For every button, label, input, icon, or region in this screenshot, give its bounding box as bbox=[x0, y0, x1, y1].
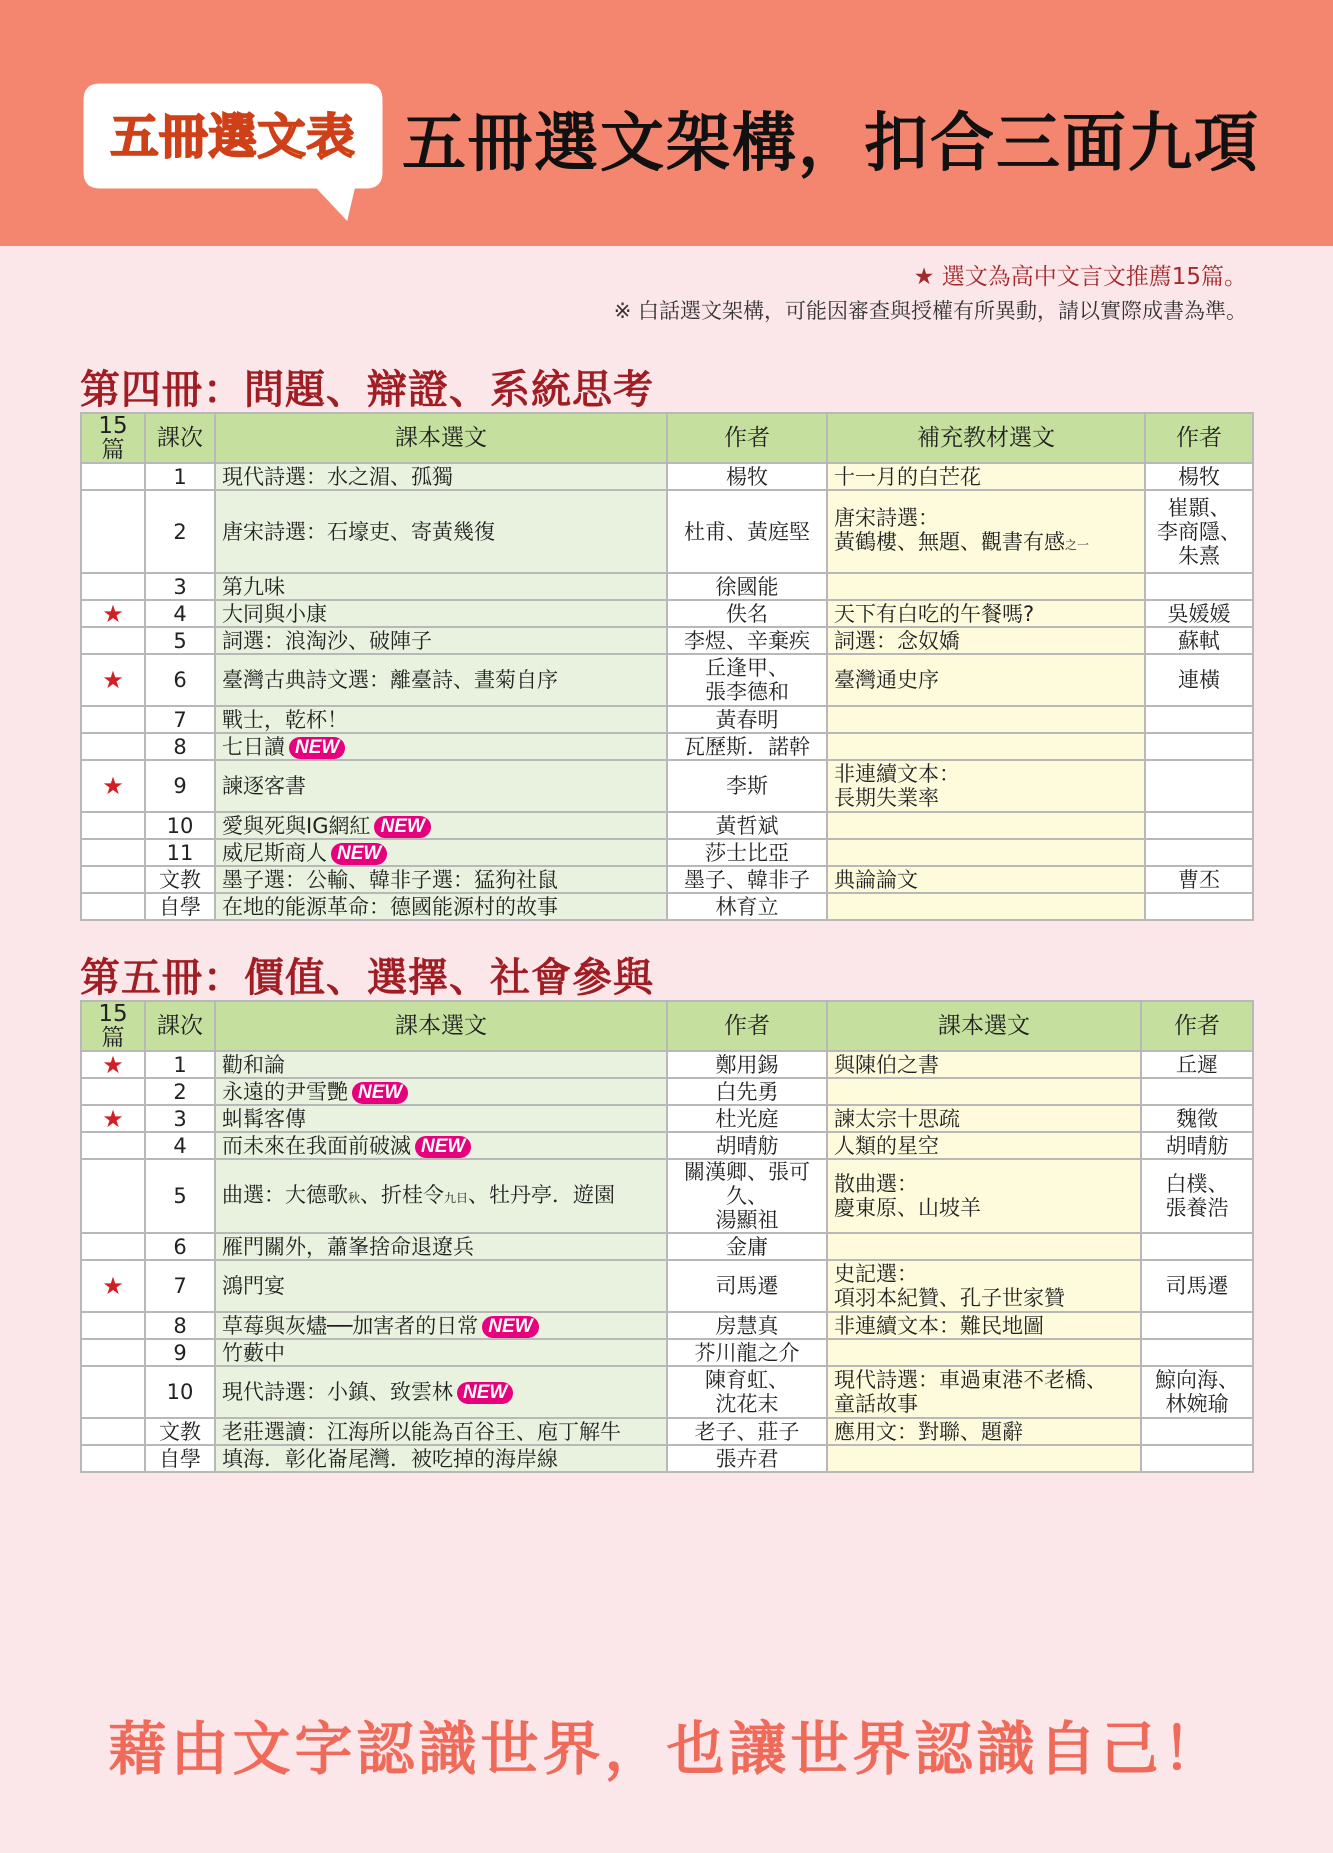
page-title: 五冊選文架構，扣合三面九項 bbox=[402, 107, 1260, 181]
lesson-number: 8 bbox=[145, 733, 215, 760]
star-marker bbox=[81, 1233, 145, 1260]
table-row bbox=[81, 733, 1253, 760]
lesson-number: 3 bbox=[145, 1105, 215, 1132]
lesson-text: 草莓與灰燼──加害者的日常 bbox=[222, 1313, 479, 1338]
supplement-author bbox=[1141, 1445, 1253, 1472]
lesson-text: 永遠的尹雪艷 bbox=[222, 1079, 348, 1104]
star-marker bbox=[81, 812, 145, 839]
lesson-number: 10 bbox=[145, 812, 215, 839]
new-badge: NEW bbox=[415, 1136, 471, 1158]
lesson-number: 2 bbox=[145, 490, 215, 573]
lesson-text-cell bbox=[215, 866, 667, 893]
supplement-text-cell bbox=[827, 839, 1145, 866]
lesson-number: 4 bbox=[145, 1132, 215, 1159]
star-marker bbox=[81, 706, 145, 733]
table-row bbox=[81, 1366, 1253, 1418]
star-marker bbox=[81, 627, 145, 654]
table-row bbox=[81, 893, 1253, 920]
star-marker bbox=[81, 839, 145, 866]
star-marker: ★ bbox=[81, 760, 145, 812]
table-row bbox=[81, 1051, 1253, 1078]
lesson-author: 陳育虹、 沈花末 bbox=[667, 1366, 827, 1418]
lesson-text-cell bbox=[215, 1418, 667, 1445]
lesson-author: 房慧真 bbox=[667, 1312, 827, 1339]
lesson-text: 愛與死與IG網紅 bbox=[222, 813, 371, 838]
lesson-text-cell bbox=[215, 1078, 667, 1105]
book5-title: 第五冊：價值、選擇、社會參與 bbox=[80, 954, 654, 1001]
lesson-text-cell bbox=[215, 600, 667, 627]
supplement-author: 楊牧 bbox=[1145, 463, 1253, 490]
lesson-number: 4 bbox=[145, 600, 215, 627]
star-marker bbox=[81, 1339, 145, 1366]
speech-bubble bbox=[78, 78, 388, 228]
lesson-author: 杜光庭 bbox=[667, 1105, 827, 1132]
supplement-text-cell bbox=[827, 1078, 1141, 1105]
lesson-author: 黃春明 bbox=[667, 706, 827, 733]
new-badge: NEW bbox=[289, 737, 345, 759]
lesson-text: 七日讀 bbox=[222, 734, 285, 759]
supplement-text-cell bbox=[827, 1312, 1141, 1339]
table-row bbox=[81, 1312, 1253, 1339]
table-row bbox=[81, 490, 1253, 573]
lesson-author: 芥川龍之介 bbox=[667, 1339, 827, 1366]
supplement-text: 應用文：對聯、題辭 bbox=[834, 1419, 1023, 1444]
star-marker bbox=[81, 733, 145, 760]
supplement-author bbox=[1141, 1339, 1253, 1366]
star-marker bbox=[81, 1366, 145, 1418]
supplement-text: 非連續文本： 長期失業率 bbox=[834, 762, 960, 810]
supplement-author: 連橫 bbox=[1145, 654, 1253, 706]
supplement-text: 散曲選： 慶東原、山坡羊 bbox=[834, 1172, 981, 1220]
header-banner bbox=[0, 0, 1333, 246]
lesson-number: 文教 bbox=[145, 866, 215, 893]
slogan: 藉由文字認識世界，也讓世界認識自己！ bbox=[108, 1715, 1225, 1783]
table-row bbox=[81, 839, 1253, 866]
lesson-text: 戰士，乾杯！ bbox=[222, 707, 348, 732]
lesson-text: 詞選：浪淘沙、破陣子 bbox=[222, 628, 432, 653]
star-marker bbox=[81, 866, 145, 893]
star-marker bbox=[81, 1132, 145, 1159]
column-header: 作者 bbox=[667, 1001, 827, 1051]
lesson-author: 林育立 bbox=[667, 893, 827, 920]
lesson-number: 9 bbox=[145, 1339, 215, 1366]
table-row bbox=[81, 573, 1253, 600]
lesson-text-part: 、折桂令 bbox=[360, 1182, 445, 1207]
lesson-number: 5 bbox=[145, 1159, 215, 1233]
star-icon: ★ bbox=[913, 264, 935, 290]
supplement-text-cell bbox=[827, 1051, 1141, 1078]
lesson-author: 佚名 bbox=[667, 600, 827, 627]
note-star-line bbox=[614, 260, 1247, 294]
book4-table bbox=[80, 412, 1254, 921]
lesson-text-cell bbox=[215, 1260, 667, 1312]
supplement-text-cell bbox=[827, 1260, 1141, 1312]
lesson-text: 第九味 bbox=[222, 574, 285, 599]
lesson-text: 現代詩選：小鎮、致雲林 bbox=[222, 1380, 453, 1404]
lesson-text-cell bbox=[215, 490, 667, 573]
lesson-text: 而未來在我面前破滅 bbox=[222, 1133, 411, 1158]
supplement-author bbox=[1145, 573, 1253, 600]
lesson-author: 莎士比亞 bbox=[667, 839, 827, 866]
lesson-author: 司馬遷 bbox=[667, 1260, 827, 1312]
supplement-author: 胡晴舫 bbox=[1141, 1132, 1253, 1159]
supplement-text-cell bbox=[827, 1159, 1141, 1233]
supplement-author: 司馬遷 bbox=[1141, 1260, 1253, 1312]
lesson-text-sub: 九日 bbox=[444, 1190, 469, 1205]
supplement-text: 諫太宗十思疏 bbox=[834, 1106, 960, 1131]
supplement-author bbox=[1141, 1312, 1253, 1339]
lesson-text: 鴻門宴 bbox=[222, 1274, 285, 1298]
lesson-text: 墨子選：公輸、韓非子選：猛狗社鼠 bbox=[222, 867, 558, 892]
supplement-author bbox=[1145, 733, 1253, 760]
supplement-text-cell bbox=[827, 1233, 1141, 1260]
lesson-text: 勸和論 bbox=[222, 1052, 285, 1077]
star-marker bbox=[81, 1312, 145, 1339]
table-row bbox=[81, 463, 1253, 490]
lesson-text-cell bbox=[215, 1312, 667, 1339]
lesson-author: 李煜、辛棄疾 bbox=[667, 627, 827, 654]
supplement-author bbox=[1141, 1078, 1253, 1105]
lesson-text: 大同與小康 bbox=[222, 601, 327, 626]
supplement-text-cell bbox=[827, 600, 1145, 627]
lesson-text-cell bbox=[215, 1339, 667, 1366]
supplement-author: 蘇軾 bbox=[1145, 627, 1253, 654]
supplement-author: 丘遲 bbox=[1141, 1051, 1253, 1078]
supplement-text-cell bbox=[827, 1366, 1141, 1418]
lesson-text-cell bbox=[215, 706, 667, 733]
star-marker: ★ bbox=[81, 1260, 145, 1312]
supplement-text: 唐宋詩選： 黃鶴樓、無題、觀書有感 bbox=[834, 506, 1065, 554]
supplement-text-cell bbox=[827, 1418, 1141, 1445]
supplement-author bbox=[1141, 1418, 1253, 1445]
lesson-author: 楊牧 bbox=[667, 463, 827, 490]
table-row bbox=[81, 1132, 1253, 1159]
lesson-text: 唐宋詩選：石壕吏、寄黃幾復 bbox=[222, 519, 495, 544]
table-header-row bbox=[81, 1001, 1253, 1051]
table-row bbox=[81, 1159, 1253, 1233]
column-header: 課次 bbox=[145, 1001, 215, 1051]
table-row bbox=[81, 1339, 1253, 1366]
lesson-text-cell bbox=[215, 760, 667, 812]
supplement-text-cell bbox=[827, 490, 1145, 573]
lesson-text: 威尼斯商人 bbox=[222, 840, 327, 865]
lesson-author: 瓦歷斯．諾幹 bbox=[667, 733, 827, 760]
table-row bbox=[81, 1260, 1253, 1312]
supplement-author: 崔顥、 李商隱、 朱熹 bbox=[1145, 490, 1253, 573]
lesson-text: 填海．彰化崙尾灣．被吃掉的海岸線 bbox=[222, 1446, 558, 1471]
supplement-author bbox=[1145, 760, 1253, 812]
table-row bbox=[81, 654, 1253, 706]
supplement-text-cell bbox=[827, 812, 1145, 839]
lesson-number: 8 bbox=[145, 1312, 215, 1339]
supplement-text-cell bbox=[827, 706, 1145, 733]
table-row bbox=[81, 1233, 1253, 1260]
column-header: 作者 bbox=[1145, 413, 1253, 463]
table-row bbox=[81, 627, 1253, 654]
star-marker bbox=[81, 573, 145, 600]
supplement-text: 現代詩選：車過東港不老橋、 童話故事 bbox=[834, 1368, 1107, 1416]
star-marker bbox=[81, 1078, 145, 1105]
lesson-text-part: 、牡丹亭．遊園 bbox=[468, 1182, 616, 1207]
book5-table bbox=[80, 1000, 1254, 1473]
table-row bbox=[81, 866, 1253, 893]
star-marker: ★ bbox=[81, 654, 145, 706]
note-star-text: 選文為高中文言文推薦15篇。 bbox=[941, 264, 1247, 290]
lesson-text-cell bbox=[215, 1132, 667, 1159]
supplement-text: 十一月的白芒花 bbox=[834, 464, 981, 489]
new-badge: NEW bbox=[457, 1382, 513, 1404]
supplement-author bbox=[1145, 812, 1253, 839]
supplement-author: 魏徵 bbox=[1141, 1105, 1253, 1132]
supplement-author bbox=[1141, 1233, 1253, 1260]
new-badge: NEW bbox=[374, 816, 430, 838]
lesson-number: 自學 bbox=[145, 893, 215, 920]
supplement-author: 鯨向海、 林婉瑜 bbox=[1141, 1366, 1253, 1418]
supplement-text: 人類的星空 bbox=[834, 1133, 939, 1158]
lesson-text: 虯髯客傳 bbox=[222, 1106, 306, 1131]
lesson-number: 1 bbox=[145, 1051, 215, 1078]
lesson-text: 現代詩選：水之湄、孤獨 bbox=[222, 464, 453, 489]
lesson-author: 金庸 bbox=[667, 1233, 827, 1260]
lesson-author: 徐國能 bbox=[667, 573, 827, 600]
supplement-author: 白樸、 張養浩 bbox=[1141, 1159, 1253, 1233]
star-marker bbox=[81, 463, 145, 490]
lesson-author: 鄭用錫 bbox=[667, 1051, 827, 1078]
supplement-text-sub: 之一 bbox=[1065, 538, 1090, 552]
column-header: 作者 bbox=[667, 413, 827, 463]
lesson-text: 雁門關外，蕭峯捨命退遼兵 bbox=[222, 1234, 474, 1259]
supplement-text-cell bbox=[827, 654, 1145, 706]
supplement-text: 臺灣通史序 bbox=[834, 668, 939, 692]
lesson-number: 6 bbox=[145, 654, 215, 706]
column-header: 15篇 bbox=[81, 413, 145, 463]
supplement-author: 吳媛媛 bbox=[1145, 600, 1253, 627]
lesson-number: 10 bbox=[145, 1366, 215, 1418]
lesson-text: 老莊選讀：江海所以能為百谷王、庖丁解牛 bbox=[222, 1419, 621, 1444]
supplement-text: 典論論文 bbox=[834, 867, 918, 892]
table-row bbox=[81, 1105, 1253, 1132]
new-badge: NEW bbox=[352, 1082, 408, 1104]
lesson-number: 6 bbox=[145, 1233, 215, 1260]
lesson-author: 關漢卿、張可久、 湯顯祖 bbox=[667, 1159, 827, 1233]
table-row bbox=[81, 600, 1253, 627]
supplement-text-cell bbox=[827, 893, 1145, 920]
column-header: 作者 bbox=[1141, 1001, 1253, 1051]
table-row bbox=[81, 1078, 1253, 1105]
supplement-text-cell bbox=[827, 1105, 1141, 1132]
table-header-row bbox=[81, 413, 1253, 463]
lesson-text-cell bbox=[215, 463, 667, 490]
table-row bbox=[81, 706, 1253, 733]
supplement-text-cell bbox=[827, 866, 1145, 893]
lesson-number: 7 bbox=[145, 706, 215, 733]
lesson-author: 李斯 bbox=[667, 760, 827, 812]
star-marker bbox=[81, 893, 145, 920]
supplement-text-cell bbox=[827, 463, 1145, 490]
lesson-text-sub: 秋 bbox=[348, 1190, 361, 1205]
lesson-author: 張卉君 bbox=[667, 1445, 827, 1472]
star-marker bbox=[81, 1418, 145, 1445]
lesson-text: 諫逐客書 bbox=[222, 774, 306, 798]
lesson-author: 墨子、韓非子 bbox=[667, 866, 827, 893]
supplement-text: 非連續文本：難民地圖 bbox=[834, 1313, 1044, 1338]
lesson-author: 胡晴舫 bbox=[667, 1132, 827, 1159]
lesson-text-cell bbox=[215, 1105, 667, 1132]
star-marker bbox=[81, 1445, 145, 1472]
lesson-number: 5 bbox=[145, 627, 215, 654]
lesson-author: 黃哲斌 bbox=[667, 812, 827, 839]
new-badge: NEW bbox=[482, 1316, 538, 1338]
lesson-text-cell bbox=[215, 654, 667, 706]
column-header: 課本選文 bbox=[827, 1001, 1141, 1051]
supplement-text-cell bbox=[827, 733, 1145, 760]
lesson-text-cell bbox=[215, 1051, 667, 1078]
column-header: 課次 bbox=[145, 413, 215, 463]
lesson-number: 2 bbox=[145, 1078, 215, 1105]
lesson-text-cell bbox=[215, 1159, 667, 1233]
supplement-author: 曹丕 bbox=[1145, 866, 1253, 893]
supplement-text: 詞選：念奴嬌 bbox=[834, 628, 960, 653]
lesson-text-cell bbox=[215, 893, 667, 920]
lesson-author: 丘逢甲、 張李德和 bbox=[667, 654, 827, 706]
lesson-number: 9 bbox=[145, 760, 215, 812]
star-marker: ★ bbox=[81, 1051, 145, 1078]
supplement-author bbox=[1145, 839, 1253, 866]
lesson-text-cell bbox=[215, 733, 667, 760]
note-disclaimer: ※ 白話選文架構，可能因審查與授權有所異動，請以實際成書為準。 bbox=[613, 299, 1247, 323]
star-marker: ★ bbox=[81, 600, 145, 627]
supplement-text: 天下有白吃的午餐嗎? bbox=[834, 601, 1035, 626]
lesson-text-cell bbox=[215, 839, 667, 866]
supplement-text: 與陳伯之書 bbox=[834, 1052, 939, 1077]
supplement-text-cell bbox=[827, 760, 1145, 812]
lesson-number: 7 bbox=[145, 1260, 215, 1312]
column-header: 課本選文 bbox=[215, 1001, 667, 1051]
star-marker: ★ bbox=[81, 1105, 145, 1132]
supplement-text: 史記選： 項羽本紀贊、孔子世家贊 bbox=[834, 1262, 1065, 1310]
lesson-text-cell bbox=[215, 1233, 667, 1260]
lesson-author: 老子、莊子 bbox=[667, 1418, 827, 1445]
lesson-text-cell bbox=[215, 573, 667, 600]
table-row bbox=[81, 812, 1253, 839]
notes bbox=[614, 260, 1247, 328]
new-badge: NEW bbox=[331, 843, 387, 865]
lesson-number: 1 bbox=[145, 463, 215, 490]
supplement-text-cell bbox=[827, 1445, 1141, 1472]
lesson-text: 在地的能源革命：德國能源村的故事 bbox=[222, 894, 558, 919]
lesson-text-cell bbox=[215, 1366, 667, 1418]
table-row bbox=[81, 1418, 1253, 1445]
star-marker bbox=[81, 1159, 145, 1233]
lesson-text-cell bbox=[215, 812, 667, 839]
star-marker bbox=[81, 490, 145, 573]
table-row bbox=[81, 760, 1253, 812]
lesson-number: 11 bbox=[145, 839, 215, 866]
lesson-author: 杜甫、黃庭堅 bbox=[667, 490, 827, 573]
supplement-text-cell bbox=[827, 1339, 1141, 1366]
supplement-author bbox=[1145, 706, 1253, 733]
lesson-text-part: 曲選：大德歌 bbox=[222, 1182, 348, 1207]
lesson-number: 3 bbox=[145, 573, 215, 600]
badge-label: 五冊選文表 bbox=[110, 108, 356, 165]
lesson-author: 白先勇 bbox=[667, 1078, 827, 1105]
table-row bbox=[81, 1445, 1253, 1472]
lesson-text: 竹藪中 bbox=[222, 1340, 285, 1365]
lesson-number: 自學 bbox=[145, 1445, 215, 1472]
lesson-text-cell bbox=[215, 1445, 667, 1472]
lesson-text: 臺灣古典詩文選：離臺詩、晝菊自序 bbox=[222, 668, 558, 692]
lesson-number: 文教 bbox=[145, 1418, 215, 1445]
column-header: 補充教材選文 bbox=[827, 413, 1145, 463]
supplement-author bbox=[1145, 893, 1253, 920]
column-header: 課本選文 bbox=[215, 413, 667, 463]
lesson-text-cell bbox=[215, 627, 667, 654]
column-header: 15篇 bbox=[81, 1001, 145, 1051]
book4-title: 第四冊：問題、辯證、系統思考 bbox=[80, 366, 654, 413]
supplement-text-cell bbox=[827, 627, 1145, 654]
supplement-text-cell bbox=[827, 573, 1145, 600]
supplement-text-cell bbox=[827, 1132, 1141, 1159]
